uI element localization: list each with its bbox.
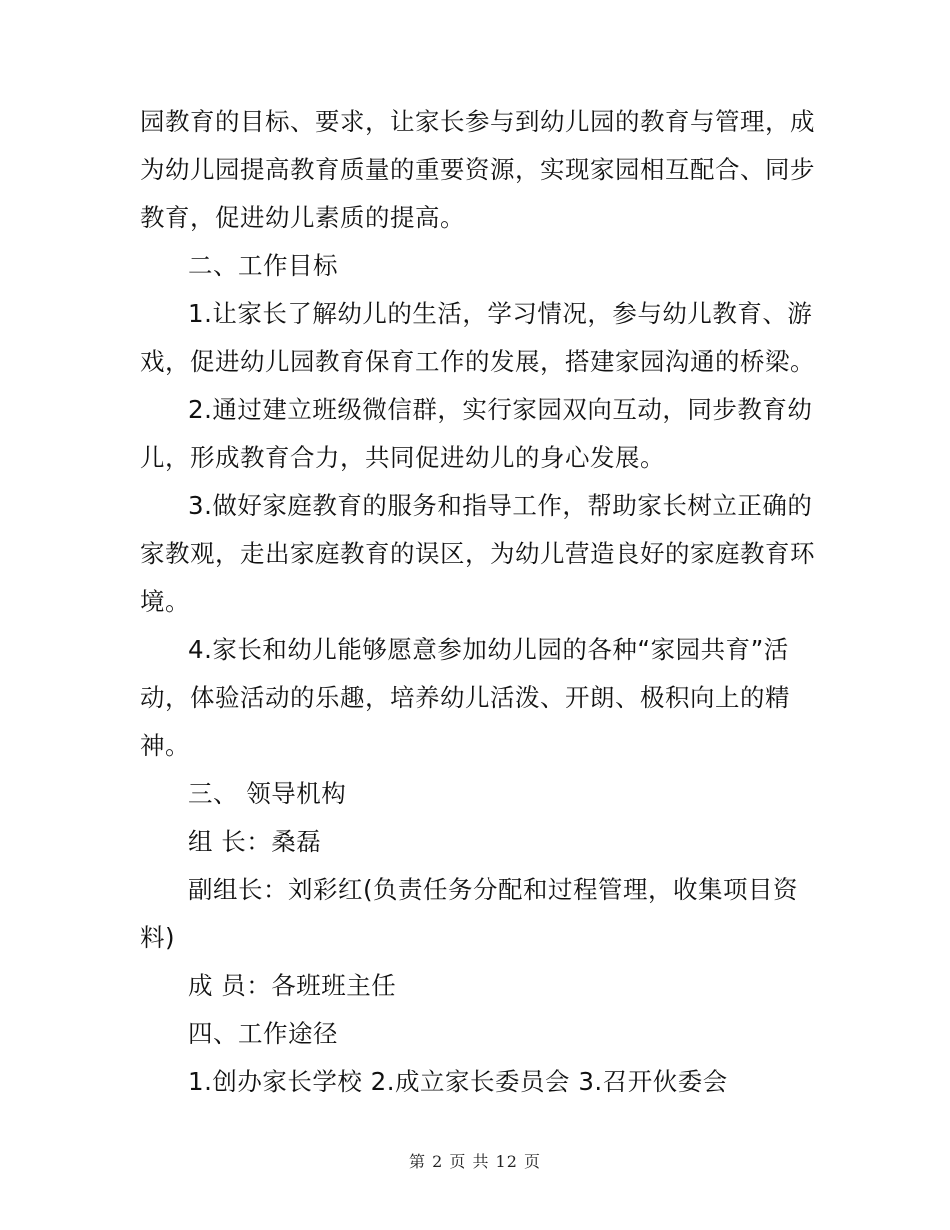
list-item-line: 2.通过建立班级微信群，实行家园双向互动，同步教育幼 <box>188 395 813 424</box>
list-item-line: 儿，形成教育合力，共同促进幼儿的身心发展。 <box>140 443 665 472</box>
list-item-line: 1.让家长了解幼儿的生活，学习情况，参与幼儿教育、游 <box>188 299 813 328</box>
list-item-line: 动，体验活动的乐趣，培养幼儿活泼、开朗、极积向上的精 <box>140 683 790 712</box>
paragraph-line: 教育，促进幼儿素质的提高。 <box>140 203 465 232</box>
list-item-line: 家教观，走出家庭教育的误区，为幼儿营造良好的家庭教育环 <box>140 539 815 568</box>
deputy-leader-line: 副组长：刘彩红(负责任务分配和过程管理，收集项目资 <box>188 875 799 904</box>
list-item-line: 神。 <box>140 731 190 760</box>
list-item-line: 1.创办家长学校 2.成立家长委员会 3.召开伙委会 <box>188 1067 728 1096</box>
list-item-line: 3.做好家庭教育的服务和指导工作，帮助家长树立正确的 <box>188 491 813 520</box>
members-line: 成 员：各班班主任 <box>188 971 397 1000</box>
section-heading: 四、工作途径 <box>188 1019 338 1048</box>
paragraph-line: 园教育的目标、要求，让家长参与到幼儿园的教育与管理，成 <box>140 107 815 136</box>
list-item-line: 4.家长和幼儿能够愿意参加幼儿园的各种“家园共育”活 <box>188 635 789 664</box>
section-heading: 三、 领导机构 <box>188 779 347 808</box>
section-heading: 二、工作目标 <box>188 251 338 280</box>
list-item-line: 戏，促进幼儿园教育保育工作的发展，搭建家园沟通的桥梁。 <box>140 347 815 376</box>
deputy-leader-line: 料) <box>140 923 176 952</box>
leader-line: 组 长：桑磊 <box>188 827 322 856</box>
list-item-line: 境。 <box>140 587 190 616</box>
page-number-footer: 第 2 页 共 12 页 <box>409 1152 541 1171</box>
paragraph-line: 为幼儿园提高教育质量的重要资源，实现家园相互配合、同步 <box>140 155 815 184</box>
